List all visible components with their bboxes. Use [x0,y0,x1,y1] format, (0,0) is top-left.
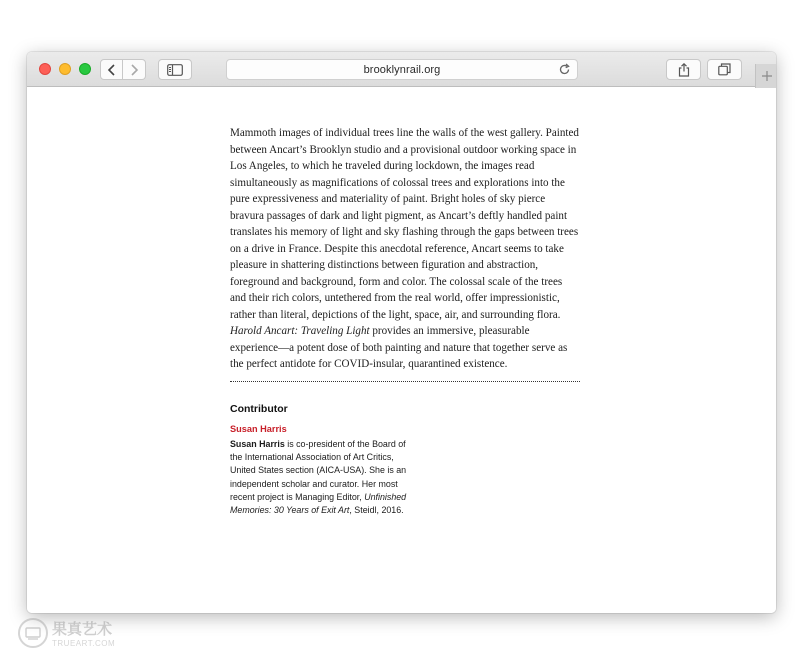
bio-book-title: Unfinished Memories: 30 Years of Exit Art [230,491,407,516]
address-bar[interactable] [226,59,578,80]
zoom-window-button[interactable] [79,63,91,75]
bio-text: is co-president of the Board of the International Association of Art Critics, United States section (AICA-USA). She is an independent scholar and curator. Her most recent project is Managing Editor, [230,439,407,502]
bio-name: Susan Harris [230,439,285,449]
chevron-left-icon [107,64,117,76]
close-window-button[interactable] [39,63,51,75]
chevron-right-icon [129,64,139,76]
page-content [27,88,776,613]
back-button[interactable] [100,59,123,80]
watermark-logo-icon [18,618,48,648]
browser-toolbar [27,52,776,87]
forward-button[interactable] [123,59,146,80]
watermark-text [52,618,115,648]
article-text-end: provides an immersive, pleasurable experience—a potent dose of both painting and nature that together serve as the perfect antidote for COVID-insular, quarantined existence. [230,325,568,370]
sidebar-icon [167,64,183,76]
contributor-name-link[interactable]: Susan Harris [230,424,287,434]
contributor-heading: Contributor [230,403,288,415]
article-paragraph [230,125,580,373]
sidebar-button[interactable] [158,59,192,80]
dotted-divider [230,381,580,382]
reload-button[interactable] [558,63,571,81]
plus-icon [762,71,772,81]
new-tab-button[interactable] [755,64,776,88]
article-text: Mammoth images of individual trees line the walls of the west gallery. Painted between Ancart’s Brooklyn studio and a provisional outdoor working space in Los Angeles, to which he traveled during lockdown, the images read simultaneously as magnifications of colossal trees and explorations into the pure expressiveness and materiality of paint. Bright holes of sky pierce bravura passages of dark and light pigment, as Ancart’s deftly handled paint translates his memory of light and sky flashing through the gaps between trees on a drive in France. Despite this anecdotal reference, Ancart seems to take pleasure in shattering distinctions between figuration and abstraction, foreground and background, form and color. The colossal scale of the trees and their rich colors, untethered from the real world, offer impressionistic, rather than literal, depictions of the light, space, air, and surrounding flora. [230,127,579,321]
address-url[interactable]: brooklynrail.org [363,63,441,76]
watermark [18,618,115,648]
reload-icon [558,63,571,76]
minimize-window-button[interactable] [59,63,71,75]
tabs-overview-button[interactable] [707,59,742,80]
tabs-overview-icon [718,63,731,76]
share-icon [678,63,690,77]
contributor-bio [230,438,420,517]
bio-end: , Steidl, 2016. [349,505,404,516]
watermark-cn: 果真艺术 [52,621,113,638]
browser-window [27,52,776,613]
share-button[interactable] [666,59,701,80]
watermark-en: TRUEART.COM [52,639,116,648]
exhibition-title: Harold Ancart: Traveling Light [230,325,370,337]
